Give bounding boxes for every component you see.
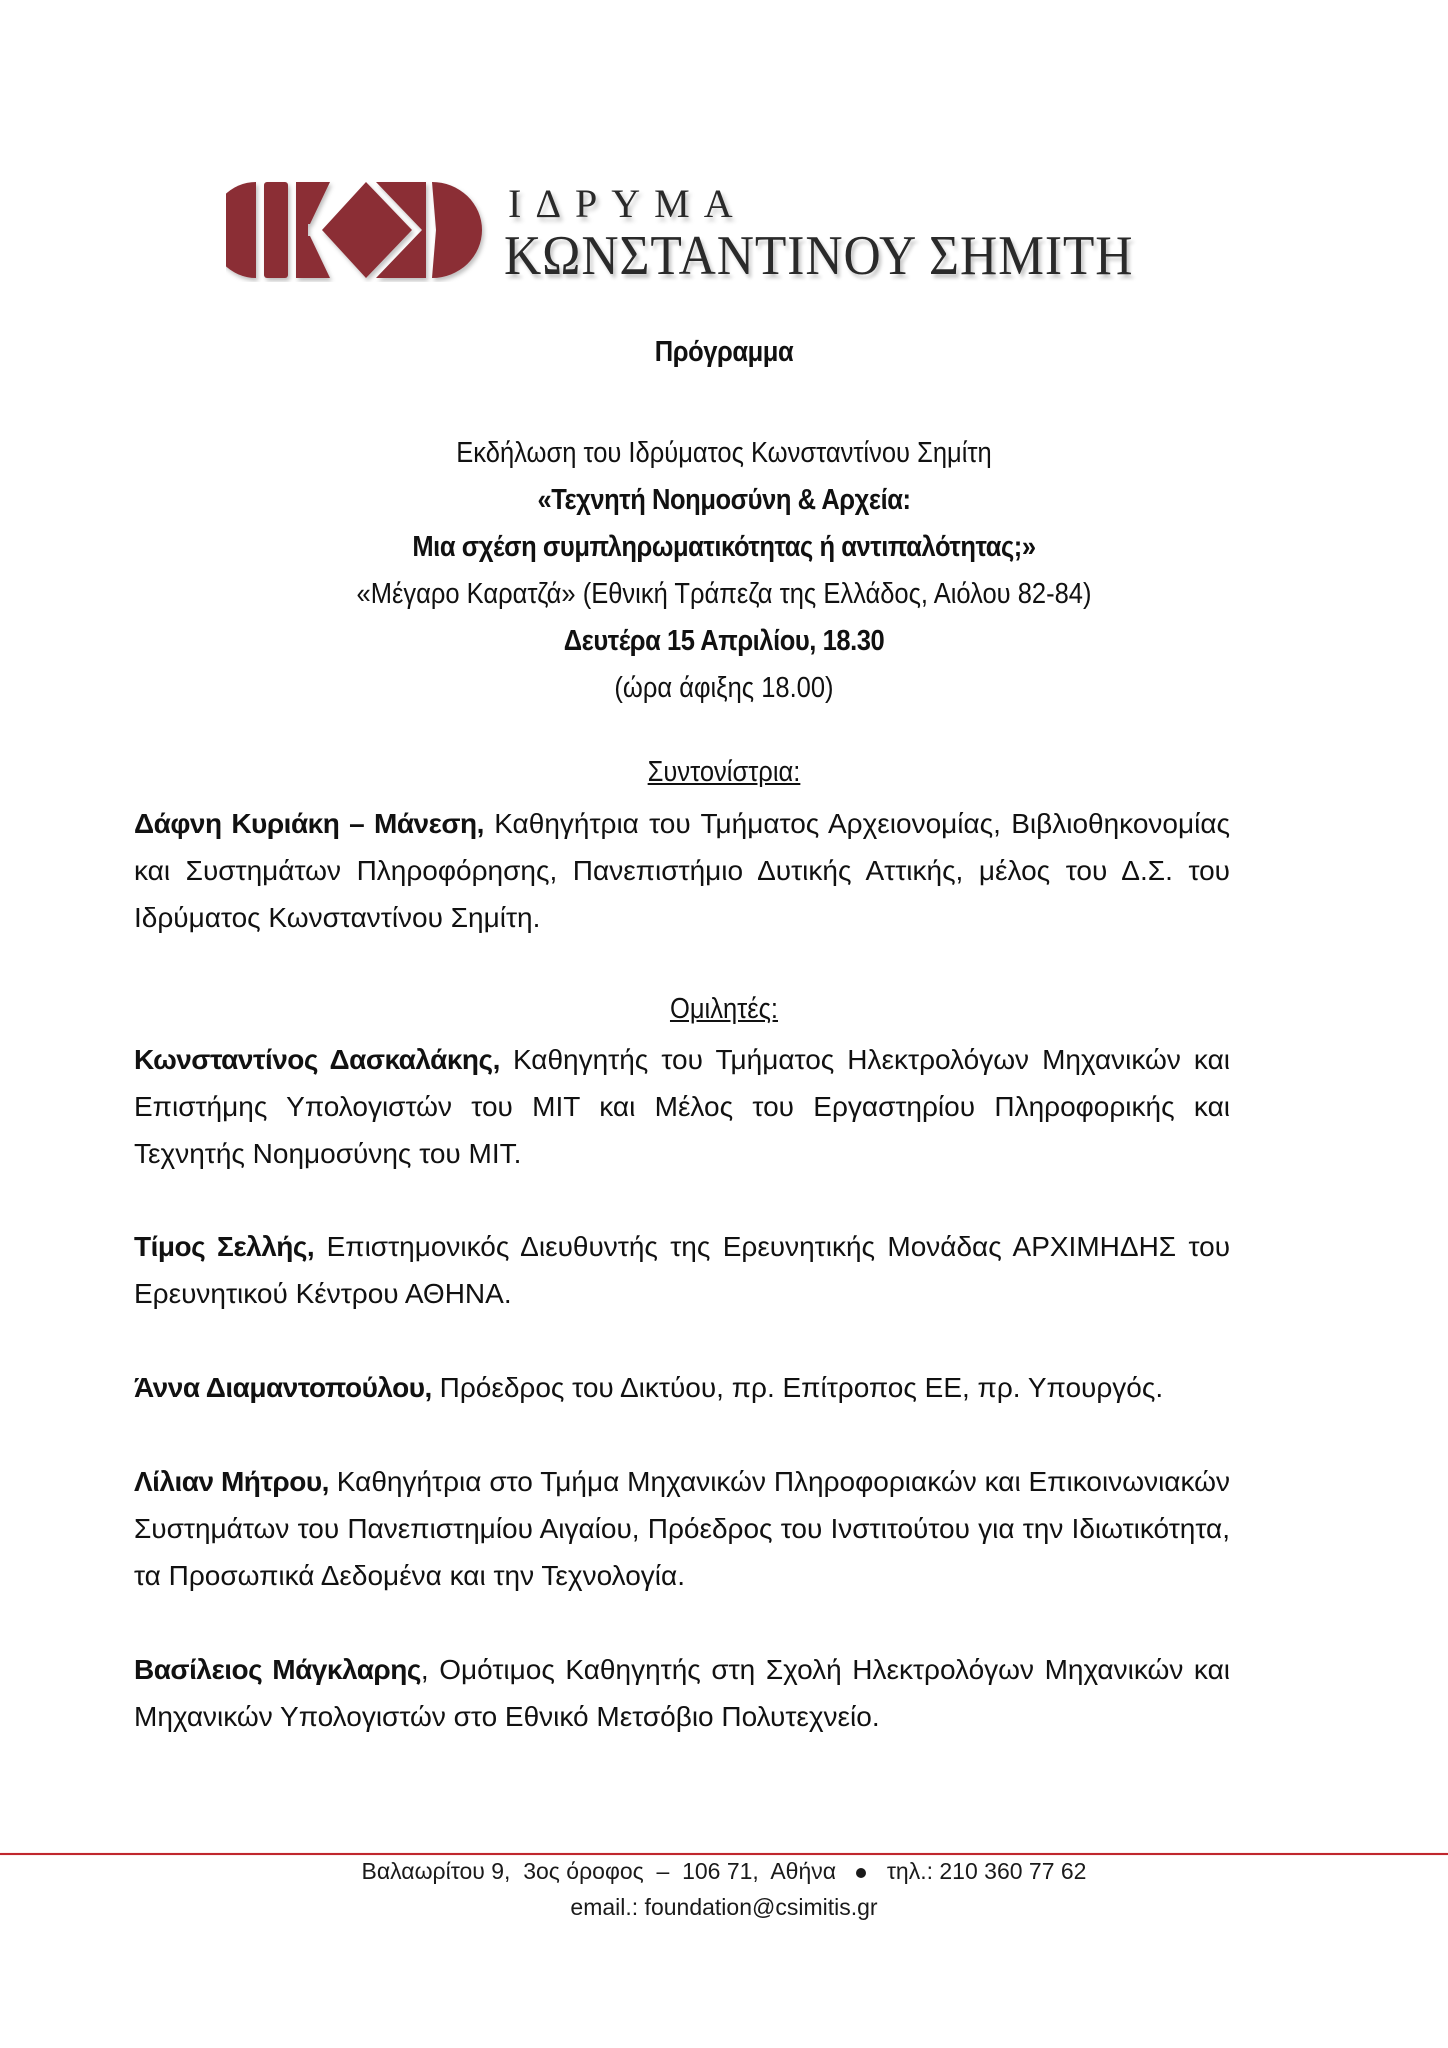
- event-intro: Εκδήλωση του Ιδρύματος Κωνσταντίνου Σημίτη: [456, 437, 992, 469]
- event-name-line2: Μια σχέση συμπληρωματικότητας ή αντιπαλότητας;»: [412, 531, 1036, 563]
- page-title: Πρόγραμμα: [654, 336, 794, 368]
- speaker-entry: [134, 1458, 1230, 1599]
- speaker-name: Άννα Διαμαντοπούλου,: [134, 1372, 432, 1403]
- logo-text-name: ΚΩΝΣΤΑΝΤΙΝΟΥ ΣΗΜΙΤΗ: [504, 225, 1134, 287]
- speaker-description: Πρόεδρος του Δικτύου, πρ. Επίτροπος ΕΕ, πρ. Υπουργός.: [439, 1372, 1164, 1403]
- event-date: Δευτέρα 15 Απριλίου, 18.30: [563, 625, 885, 657]
- footer-email[interactable]: email.: foundation@csimitis.gr: [570, 1894, 878, 1920]
- speaker-entry: [134, 1036, 1230, 1177]
- event-arrival-time: (ώρα άφιξης 18.00): [614, 672, 834, 704]
- speaker-name: Κωνσταντίνος Δασκαλάκης,: [134, 1044, 500, 1075]
- speaker-name: Βασίλειος Μάγκλαρης: [134, 1654, 421, 1685]
- speaker-entry: [134, 1646, 1230, 1740]
- event-name-line1: «Τεχνητή Νοημοσύνη & Αρχεία:: [537, 484, 911, 516]
- speaker-description: , Ομότιμος Καθηγητής στη Σχολή Ηλεκτρολόγων Μηχανικών και Μηχανικών Υπολογιστών στο Εθνικό Μετσόβιο Πολυτεχνείο.: [134, 1654, 1230, 1732]
- moderator-entry: [134, 800, 1230, 941]
- foundation-logo-mark-icon: [226, 178, 488, 282]
- bullet-icon: [856, 1868, 866, 1878]
- speaker-name: Τίμος Σελλής,: [134, 1231, 315, 1262]
- speaker-entry: [134, 1364, 1230, 1411]
- speakers-heading: Ομιλητές:: [669, 993, 779, 1025]
- moderator-heading: Συντονίστρια:: [647, 756, 801, 788]
- logo-text-foundation: ΙΔΡΥΜΑ: [508, 181, 747, 226]
- speaker-entry: [134, 1223, 1230, 1317]
- event-venue: «Μέγαρο Καρατζά» (Εθνική Τράπεζα της Ελλάδος, Αιόλου 82-84): [356, 578, 1092, 610]
- moderator-name: Δάφνη Κυριάκη – Μάνεση,: [134, 808, 484, 839]
- footer-divider: [0, 1853, 1448, 1855]
- speaker-description: Επιστημονικός Διευθυντής της Ερευνητικής Μονάδας ΑΡΧΙΜΗΔΗΣ του Ερευνητικού Κέντρου ΑΘΗΝΑ.: [134, 1231, 1231, 1309]
- footer-phone: τηλ.: 210 360 77 62: [886, 1858, 1087, 1884]
- speaker-name: Λίλιαν Μήτρου,: [134, 1466, 329, 1497]
- speaker-description: Καθηγητής του Τμήματος Ηλεκτρολόγων Μηχανικών και Επιστήμης Υπολογιστών του MIT και Μέλος του Εργαστηρίου Πληροφορικής και Τεχνητής Νοημοσύνης του MIT.: [134, 1044, 1230, 1169]
- event-details: [87, 430, 1361, 712]
- moderator-description: Καθηγήτρια του Τμήματος Αρχειονομίας, Βιβλιοθηκονομίας και Συστημάτων Πληροφόρησης, Πανεπιστήμιο Δυτικής Αττικής, μέλος του Δ.Σ. του Ιδρύματος Κωνσταντίνου Σημίτη.: [134, 808, 1231, 933]
- speaker-description: Καθηγήτρια στο Τμήμα Μηχανικών Πληροφοριακών και Επικοινωνιακών Συστημάτων του Πανεπιστημίου Αιγαίου, Πρόεδρος του Ινστιτούτου για την Ιδιωτικότητα, τα Προσωπικά Δεδομένα και την Τεχνολογία.: [134, 1466, 1230, 1591]
- footer-contact: [0, 1858, 1448, 1885]
- foundation-logo: [226, 178, 1226, 288]
- footer-address: Βαλαωρίτου 9, 3ος όροφος – 106 71, Αθήνα: [361, 1858, 837, 1884]
